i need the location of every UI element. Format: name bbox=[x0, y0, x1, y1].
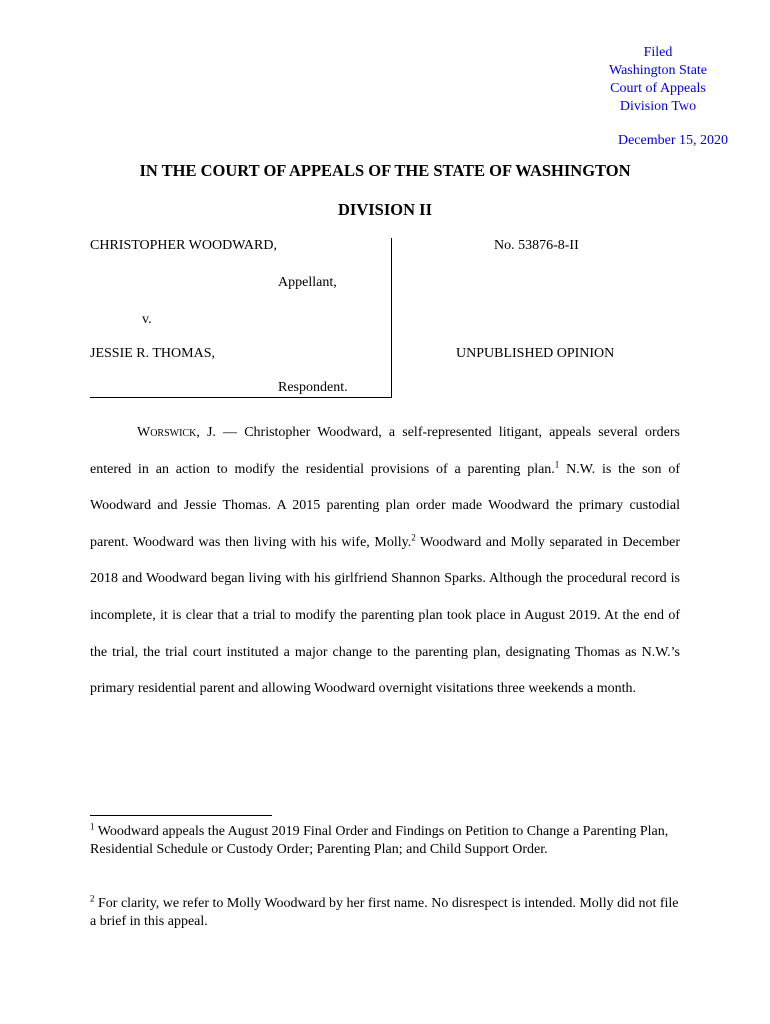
division-heading: DIVISION II bbox=[338, 200, 432, 219]
appellant-role: Appellant, bbox=[278, 275, 337, 290]
footnote-1 bbox=[90, 823, 680, 859]
judge-name: Worswick bbox=[137, 425, 197, 440]
stamp-line-division: Division Two bbox=[619, 99, 697, 114]
footnote-divider bbox=[90, 815, 272, 816]
footnote-2 bbox=[90, 895, 680, 931]
footnote-2-text: For clarity, we refer to Molly Woodward by her first name. No disrespect is intended. Molly did not file a brief in this appeal. bbox=[90, 896, 679, 929]
caption-horizontal-rule bbox=[90, 397, 392, 398]
case-caption bbox=[90, 238, 690, 404]
opinion-text-2: N.W. is the son of Woodward and Jessie Thomas. A 2015 parenting plan order made Woodward the primary custodial parent. Woodward was then living with his wife, Molly. bbox=[90, 461, 680, 550]
opinion-type: UNPUBLISHED OPINION bbox=[456, 346, 615, 361]
caption-vertical-rule bbox=[391, 238, 392, 398]
appellant-name: CHRISTOPHER WOODWARD, bbox=[90, 238, 277, 253]
court-title: IN THE COURT OF APPEALS OF THE STATE OF WASHINGTON bbox=[139, 161, 631, 180]
footnote-ref-2[interactable]: 2 bbox=[411, 532, 416, 543]
footnote-1-marker: 1 bbox=[90, 821, 95, 832]
footnote-2-marker: 2 bbox=[90, 893, 95, 904]
stamp-line-state: Washington State bbox=[608, 63, 708, 78]
stamp-line-filed: Filed bbox=[643, 45, 673, 60]
opinion-intro: , J. — Christopher Woodward, a self-represented litigant, appeals several orders entered in an action to modify the residential provisions of a parenting plan. bbox=[90, 425, 680, 477]
opinion-text-3: Woodward and Molly separated in December 2018 and Woodward began living with his girlfriend Shannon Sparks. Although the procedural record is incomplete, it is clear that a trial to modify the parenting plan took place in August 2019. At the end of the trial, the trial court instituted a major change to the parenting plan, designating Thomas as N.W.’s primary residential parent and allowing Woodward overnight visitations three weekends a month. bbox=[90, 534, 681, 697]
opinion-paragraph bbox=[90, 415, 680, 708]
filing-stamp bbox=[588, 44, 728, 116]
versus-label: v. bbox=[142, 312, 152, 327]
filing-date: December 15, 2020 bbox=[617, 133, 728, 148]
respondent-role: Respondent. bbox=[278, 380, 348, 395]
respondent-name: JESSIE R. THOMAS, bbox=[90, 346, 215, 361]
footnote-ref-1[interactable]: 1 bbox=[554, 458, 560, 469]
case-number: No. 53876-8-II bbox=[494, 238, 579, 253]
opinion-body bbox=[90, 415, 680, 708]
footnote-1-text: Woodward appeals the August 2019 Final Order and Findings on Petition to Change a Parenting Plan, Residential Schedule or Custody Order; Parenting Plan; and Child Support Order. bbox=[90, 824, 669, 857]
stamp-line-court: Court of Appeals bbox=[610, 81, 706, 96]
